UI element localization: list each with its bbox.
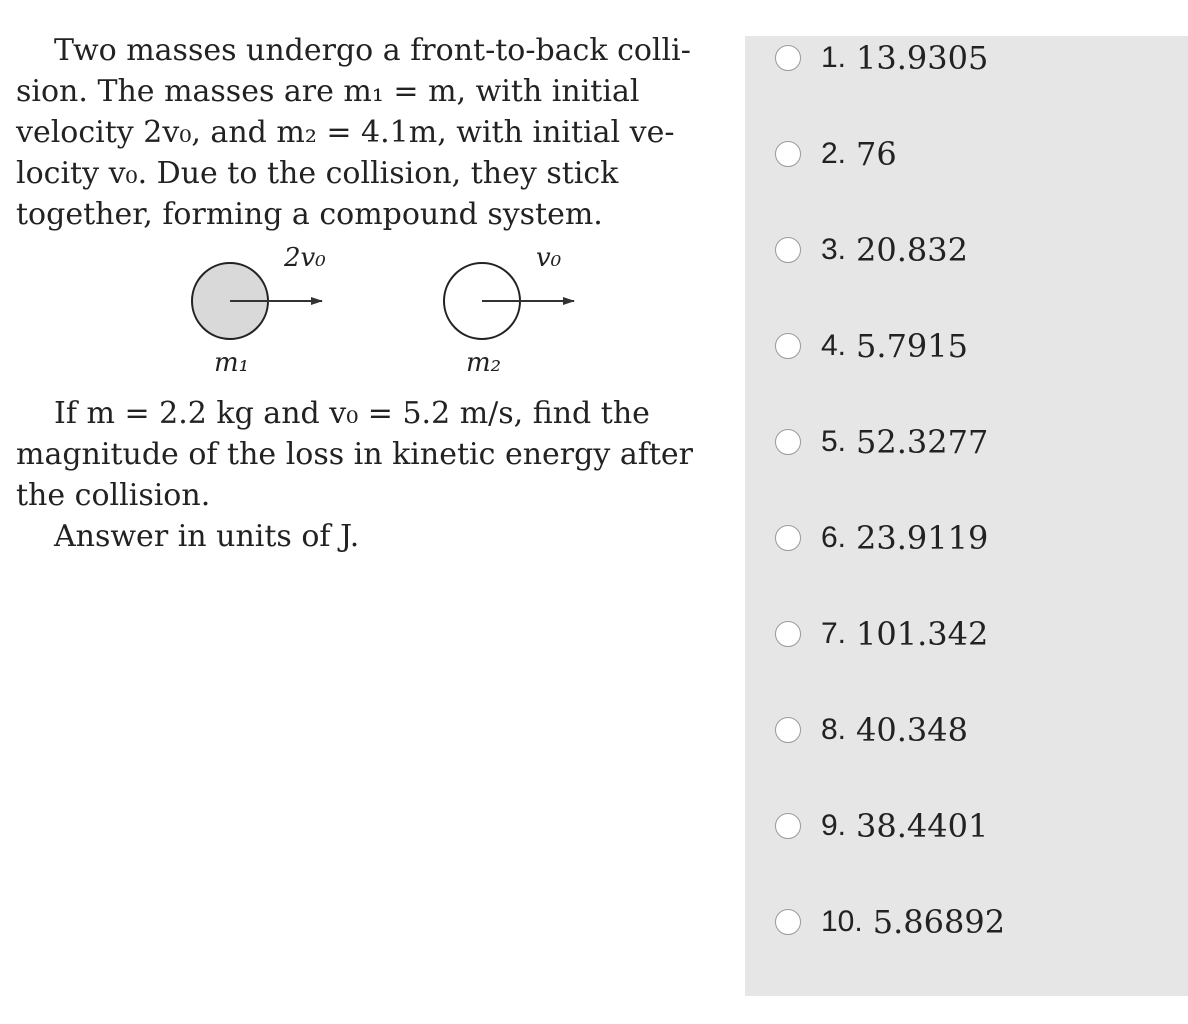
choice-value: 76 (856, 135, 897, 173)
mass2-label: m₂ (466, 348, 502, 378)
answer-choice-9[interactable] (775, 806, 988, 846)
intro-line-4: locity v₀. Due to the collision, they stick (16, 156, 619, 191)
radio-button[interactable] (775, 909, 801, 935)
radio-button[interactable] (775, 141, 801, 167)
radio-button[interactable] (775, 621, 801, 647)
answer-choice-2[interactable] (775, 134, 897, 174)
choice-number: 5. (821, 425, 847, 458)
answer-choice-1[interactable] (775, 38, 988, 78)
answer-choice-5[interactable] (775, 422, 988, 462)
answer-choice-4[interactable] (775, 326, 968, 366)
radio-button[interactable] (775, 717, 801, 743)
choice-value: 5.7915 (856, 327, 968, 365)
answer-choice-10[interactable] (775, 902, 1005, 942)
choice-value: 20.832 (856, 231, 968, 269)
radio-button[interactable] (775, 813, 801, 839)
radio-button[interactable] (775, 237, 801, 263)
answer-choice-6[interactable] (775, 518, 988, 558)
radio-button[interactable] (775, 333, 801, 359)
velocity1-label: 2v₀ (284, 243, 326, 273)
choice-number: 2. (821, 137, 847, 170)
prompt-line-3: the collision. (16, 478, 211, 513)
choice-value: 52.3277 (856, 423, 989, 461)
intro-line-2: sion. The masses are m₁ = m, with initial (16, 74, 640, 109)
choice-number: 6. (821, 521, 847, 554)
choice-value: 38.4401 (856, 807, 989, 845)
choice-value: 101.342 (856, 615, 989, 653)
radio-button[interactable] (775, 525, 801, 551)
collision-diagram (16, 235, 714, 393)
choice-value: 40.348 (856, 711, 968, 749)
question-text (16, 30, 714, 557)
radio-button[interactable] (775, 45, 801, 71)
answer-choice-8[interactable] (775, 710, 968, 750)
intro-line-5: together, forming a compound system. (16, 197, 603, 232)
choice-value: 13.9305 (856, 39, 989, 77)
answer-choice-7[interactable] (775, 614, 988, 654)
choice-number: 4. (821, 329, 847, 362)
intro-line-1: Two masses undergo a front-to-back colli- (54, 33, 691, 68)
choice-value: 5.86892 (872, 903, 1006, 941)
choice-number: 8. (821, 713, 847, 746)
radio-button[interactable] (775, 429, 801, 455)
prompt-line-1: If m = 2.2 kg and v₀ = 5.2 m/s, find the (54, 396, 650, 431)
answer-choice-3[interactable] (775, 230, 968, 270)
units-line: Answer in units of J. (54, 519, 360, 554)
choice-value: 23.9119 (856, 519, 989, 557)
choice-number: 1. (821, 41, 847, 74)
choice-number: 9. (821, 809, 847, 842)
intro-line-3: velocity 2v₀, and m₂ = 4.1m, with initial ve- (16, 115, 675, 150)
collision-figure (16, 235, 714, 393)
choice-number: 10. (821, 905, 863, 938)
choice-number: 7. (821, 617, 847, 650)
velocity2-label: v₀ (536, 243, 562, 273)
prompt-line-2: magnitude of the loss in kinetic energy after (16, 437, 693, 472)
mass1-label: m₁ (214, 348, 250, 378)
choice-number: 3. (821, 233, 847, 266)
answer-choices-panel (745, 36, 1188, 996)
